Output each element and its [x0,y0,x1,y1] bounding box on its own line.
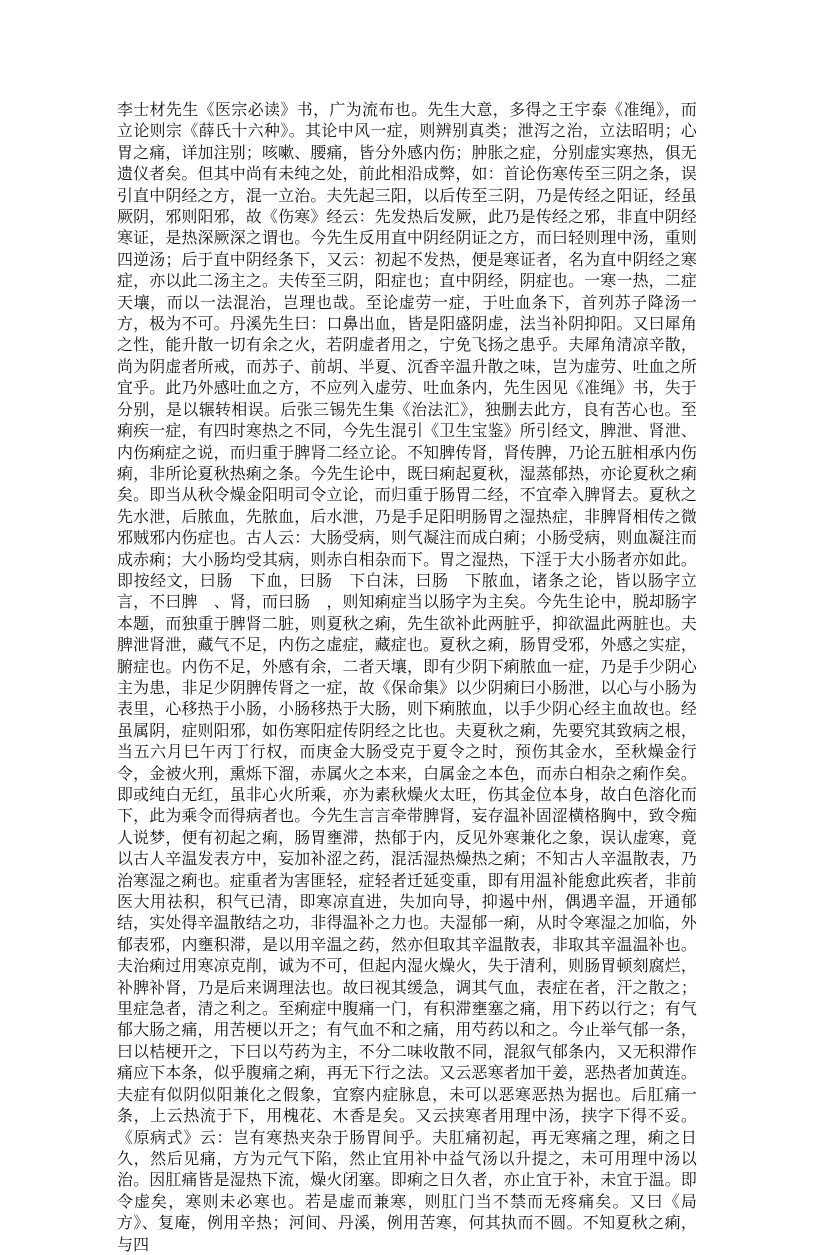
body-paragraph: 李士材先生《医宗必读》书，广为流布也。先生大意，多得之王宇泰《准绳》，而立论则宗《薛氏十六种》。其论中风一症，则辨别真类；泄泻之治，立法昭明；心胃之痛，详加注别；咳嗽、腰痛，皆分外感内伤；肿胀之症，分别虚实寒热，俱无遗仪者矣。但其中尚有未纯之处，前此相沿成弊，如：首论伤寒传至三阴之条，误引直中阴经之方，混一立治。夫先起三阳，以后传至三阴，乃是传经之阳证，经虽厥阴，邪则阳邪，故《伤寒》经云：先发热后发厥，此乃是传经之邪，非直中阴经寒证，是热深厥深之谓也。今先生反用直中阴经阴证之方，而曰轻则理中汤，重则四逆汤；后于直中阴经条下，又云：初起不发热，便是寒证者，名为直中阴经之寒症，亦以此二汤主之。夫传至三阴，阳症也；直中阴经，阴症也。一寒一热，二症天壤，而以一法混治，岂理也哉。至论虚劳一症，于吐血条下，首列苏子降汤一方，极为不可。丹溪先生曰：口鼻出血，皆是阳盛阴虚，法当补阴抑阳。又曰犀角之性，能升散一切有余之火，若阴虚者用之，宁免飞扬之患乎。夫犀角清凉辛散，尚为阴虚者所戒，而苏子、前胡、半夏、沉香辛温升散之味，岂为虚劳、吐血之所宜乎。此乃外感吐血之方，不应列入虚劳、吐血条内，先生因见《准绳》书，失于分别，是以辗转相误。后张三锡先生集《治法汇》，独删去此方，良有苦心也。至痢疾一症，有四时寒热之不同，今先生混引《卫生宝鉴》所引经文，脾泄、肾泄、内伤痢症之说，而归重于脾肾二经立论。不知脾传肾，肾传脾，乃论五脏相承内伤痢，非所论夏秋热痢之条。今先生论中，既曰痢起夏秋，湿蒸郁热，亦论夏秋之痢矣。即当从秋令燥金阳明司令立论，而归重于肠胃二经，不宜牵入脾肾去。夏秋之先水泄，后脓血，先脓血，后水泄，乃是手足阳明肠胃之湿热症，非脾肾相传之微邪贼邪内伤症也。古人云：大肠受病，则气凝注而成白痢；小肠受病，则血凝注而成赤痢；大小肠均受其病，则赤白相杂而下。胃之湿热，下淫于大小肠者亦如此。即按经文，曰肠 下血，曰肠 下白沫，曰肠 下脓血，诸条之论，皆以肠字立言，不曰脾 、肾，而曰肠 ，则知痢症当以肠字为主矣。今先生论中，脱却肠字本题，而独重于脾肾二脏，则夏秋之痢，先生欲补此两脏乎，抑欲温此两脏也。夫脾泄肾泄，藏气不足，内伤之虚症，藏症也。夏秋之痢，肠胃受邪，外感之实症，腑症也。内伤不足，外感有余，二者天壤，即有少阴下痢脓血一症，乃是手少阴心主为患，非足少阴脾传肾之一症，故《保命集》以少阴痢曰小肠泄，以心与小肠为表里，心移热于小肠，小肠移热于大肠，则下痢脓血，以手少阴心经主血故也。经虽属阴，症则阳邪，如伤寒阳症传阴经之比也。夫夏秋之痢，先要究其致病之根，当五六月巳午丙丁行权，而庚金大肠受克于夏令之时，预伤其金水，至秋燥金行令，金被火刑，熏烁下溜，赤属火之本来，白属金之本色，而赤白相杂之痢作矣。即或纯白无红，虽非心火所乘，亦为素秋燥火太旺，伤其金位本身，故白色溶化而下，此为乘令而得病者也。今先生言言牵带脾肾，妄存温补固涩横格胸中，致令痴人说梦，便有初起之痢，肠胃壅滞，热郁于内，反见外寒兼化之象，误认虚寒，竟以古人辛温发表方中，妄加补涩之药，混活湿热燥热之痢；不知古人辛温散表，乃治寒湿之痢也。症重者为害匪轻，症轻者迁延变重，即有用温补能愈此疾者，非前医大用祛积，积气已清，即寒凉直进，失加向导，抑遏中州，偶遇辛温，开通郁结，实处得辛温散结之功，非得温补之力也。夫湿郁一痢，从时令寒湿之加临，外郁表邪，内壅积滞，是以用辛温之药，然亦但取其辛温散表，非取其辛温温补也。夫治痢过用寒凉克削，诚为不可，但起内湿火燥火，失于清利，则肠胃顿刻腐烂，补脾补肾，乃是后来调理法也。故曰视其缓急，调其气血，表症在者，汗之散之；里症急者，清之利之。至痢症中腹痛一门，有积滞壅塞之痛，用下药以行之；有气郁大肠之痛，用苦梗以开之；有气血不和之痛，用芍药以和之。今止举气郁一条，曰以桔梗开之，下曰以芍药为主，不分二味收散不同，混叙气郁条内，又无积滞作痛应下本条，似乎腹痛之痢，再无下行之法。又云恶寒者加干姜，恶热者加黄连。夫症有似阴似阳兼化之假象，宜察内症脉息，未可以恶寒恶热为据也。后肛痛一条，上云热流于下，用槐花、木香是矣。又云挟寒者用理中汤，挟字下得不妥。《原病式》云：岂有寒热夹杂于肠胃间乎。夫肛痛初起，再无寒痛之理，痢之日久，然后见痛，方为元气下陷，然止宜用补中益气汤以升提之，未可用理中汤以治。因肛痛皆是湿热下流，燥火闭塞。即痢之日久者，亦止宜于补，未宜于温。即令虚矣，寒则未必寒也。若是虚而兼寒，则肛门当不禁而无疼痛矣。又曰《局方》、复庵，例用辛热；河间、丹溪，例用苦寒，何其执而不圆。不知夏秋之痢，与四 [117,100,697,1254]
document-page [117,99,697,1255]
